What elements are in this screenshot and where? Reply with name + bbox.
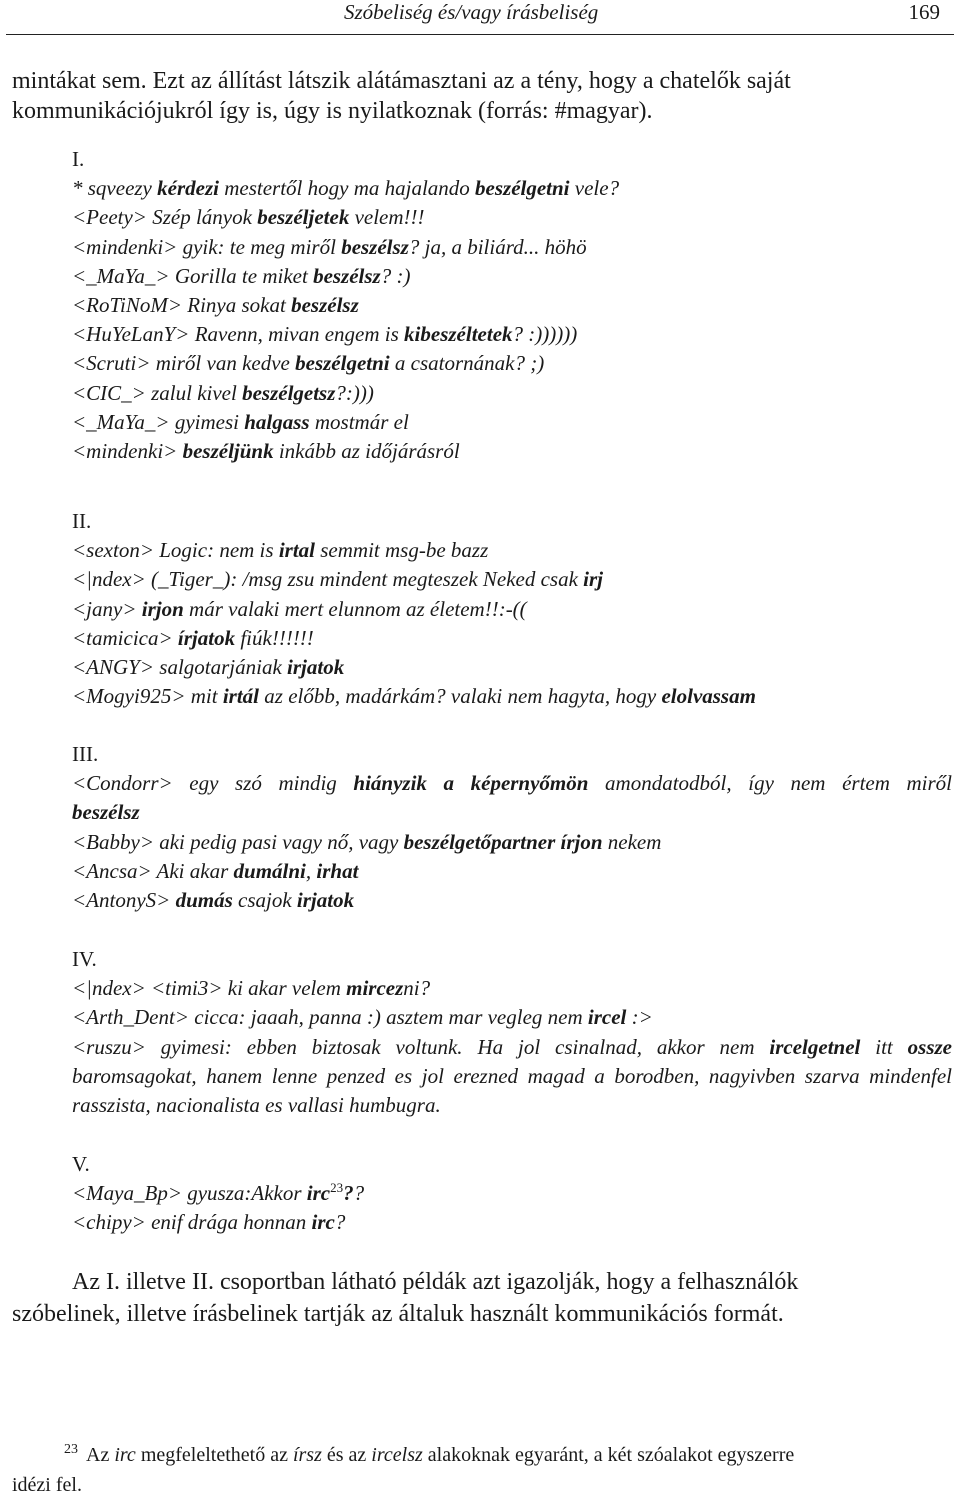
chat-line: <ANGY> salgotarjániak irjatok: [72, 655, 345, 680]
chat-line: <RoTiNoM> Rinya sokat beszélsz: [72, 293, 359, 318]
section-numeral: II.: [72, 509, 92, 533]
section-numeral: V.: [72, 1152, 90, 1176]
footnote-marker: 23: [330, 1180, 344, 1196]
intro-line: kommunikációjukról így is, úgy is nyilatkoznak (forrás: #magyar).: [12, 98, 653, 124]
conclusion-line: Az I. illetve II. csoportban látható példák azt igazolják, hogy a felhasználók: [72, 1269, 799, 1295]
chat-line: <Babby> aki pedig pasi vagy nő, vagy beszélgetőpartner írjon nekem: [72, 829, 662, 854]
chat-line: <Arth_Dent> cicca: jaaah, panna :) asztem mar vegleg nem ircel :>: [72, 1005, 653, 1030]
example-block-4: [72, 945, 952, 1120]
example-block-5: [72, 1150, 952, 1238]
running-header: [6, 0, 954, 35]
chat-line: <Condorr> egy szó mindig hiányzik a képernyőmön amondatodból, így nem értem miről: [72, 771, 952, 796]
chat-line: <HuYeLanY> Ravenn, mivan engem is kibeszéltetek? :)))))): [72, 322, 578, 347]
chat-line: * sqveezy kérdezi mestertől hogy ma hajalando beszélgetni vele?: [72, 176, 620, 201]
chat-line: <jany> irjon már valaki mert elunnom az életem!!:-((: [72, 596, 527, 621]
section-numeral: IV.: [72, 947, 97, 971]
chat-line: <Mogyi925> mit irtál az előbb, madárkám? valaki nem hagyta, hogy elolvassam: [72, 684, 756, 709]
page-number: 169: [908, 0, 940, 24]
chat-line: <mindenki> beszéljünk inkább az időjárásról: [72, 439, 460, 464]
chat-line: <AntonyS> dumás csajok irjatok: [72, 888, 355, 913]
chat-line-continuation: beszélsz: [72, 800, 140, 825]
footnote: [12, 1440, 954, 1500]
example-block-1: [72, 145, 952, 466]
footnote-number: 23: [64, 1442, 78, 1458]
conclusion-paragraph: [12, 1266, 952, 1330]
example-block-3: [72, 740, 952, 915]
chat-line: <mindenki> gyik: te meg miről beszélsz? ja, a biliárd... höhö: [72, 234, 587, 259]
intro-paragraph: [12, 66, 950, 126]
chat-line: <Scruti> miről van kedve beszélgetni a csatornának? ;): [72, 351, 545, 376]
chat-line: <tamicica> írjatok fiúk!!!!!!: [72, 625, 314, 650]
chat-line: <Ancsa> Aki akar dumálni, irhat: [72, 858, 359, 883]
conclusion-line: szóbelinek, illetve írásbelinek tartják az általuk használt kommunikációs formát.: [12, 1301, 784, 1327]
section-numeral: III.: [72, 742, 99, 766]
chat-line: <Peety> Szép lányok beszéljetek velem!!!: [72, 205, 425, 230]
chat-line: <|ndex> (_Tiger_): /msg zsu mindent megteszek Neked csak irj: [72, 567, 604, 592]
footnote-line: idézi fel.: [12, 1474, 82, 1496]
chat-line: <sexton> Logic: nem is irtal semmit msg-be bazz: [72, 538, 489, 563]
chat-line: <_MaYa_> gyimesi halgass mostmár el: [72, 409, 409, 434]
section-numeral: I.: [72, 147, 85, 171]
running-header-title: Szóbeliség és/vagy írásbeliség: [344, 0, 599, 24]
chat-line: <_MaYa_> Gorilla te miket beszélsz? :): [72, 263, 411, 288]
chat-line: <CIC_> zalul kivel beszélgetsz?:))): [72, 380, 374, 405]
chat-line: <ruszu> gyimesi: ebben biztosak voltunk. Ha jol csinalnad, akkor nem ircelgetnel itt ossze baromsagokat, hanem lenne penzed es jol erezned magad a borodben, nagyivben szarva mindenfel rasszista, nacionalista es vallasi humbugra.: [72, 1034, 952, 1118]
chat-line: <Maya_Bp> gyusza:Akkor irc$^{23}$??: [72, 1180, 365, 1206]
chat-line: <|ndex> <timi3> ki akar velem mircezni?: [72, 976, 431, 1001]
footnote-line: $^{23}$ Az irc megfeleltethető az írsz és az ircelsz alakoknak egyaránt, a két szóalakot egyszerre: [64, 1442, 795, 1466]
example-block-2: [72, 507, 952, 711]
intro-line: mintákat sem. Ezt az állítást látszik alátámasztani az a tény, hogy a chatelők saját: [12, 68, 791, 94]
chat-line: <chipy> enif drága honnan irc?: [72, 1210, 346, 1235]
